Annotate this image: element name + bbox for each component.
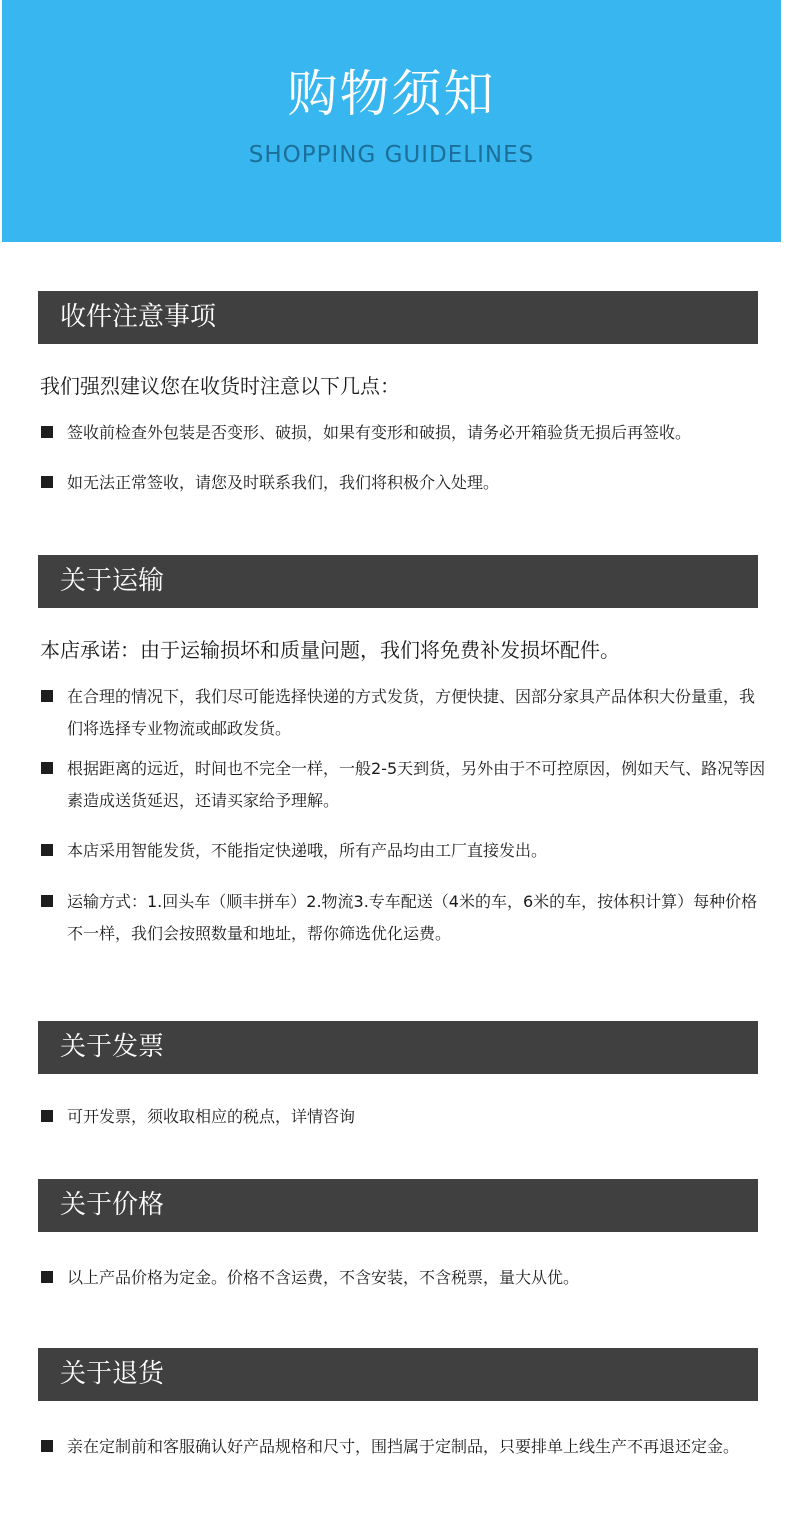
bullet-square-icon: [41, 895, 53, 907]
list-item-text: 亲在定制前和客服确认好产品规格和尺寸，围挡属于定制品，只要排单上线生产不再退还定金。: [67, 1437, 740, 1456]
section-lead: 本店承诺：由于运输损坏和质量问题，我们将免费补发损坏配件。: [40, 638, 620, 662]
section-title: 关于退货: [60, 1359, 165, 1389]
section-header-receiving: [38, 291, 758, 344]
page-title: 购物须知: [287, 65, 496, 123]
section-title: 关于价格: [60, 1190, 165, 1220]
bullet-square-icon: [41, 844, 53, 856]
list-item-text: 本店采用智能发货，不能指定快递哦，所有产品均由工厂直接发出。: [67, 841, 548, 860]
section-lead: 我们强烈建议您在收货时注意以下几点：: [40, 374, 400, 398]
bullet-square-icon: [41, 1110, 53, 1122]
bullet-square-icon: [41, 1271, 53, 1283]
section-header-shipping: [38, 555, 758, 608]
header-banner: [2, 0, 781, 242]
section-header-price: [38, 1179, 758, 1232]
section-title: 关于运输: [60, 566, 165, 596]
list-item-text: 以上产品价格为定金。价格不含运费，不含安装，不含税票，量大从优。: [67, 1268, 580, 1287]
list-item-text: 签收前检查外包装是否变形、破损，如果有变形和破损，请务必开箱验货无损后再签收。: [67, 423, 692, 442]
list-item-text: 在合理的情况下，我们尽可能选择快递的方式发货，方便快捷、因部分家具产品体积大份量重，我们将选择专业物流或邮政发货。: [67, 687, 756, 738]
section-header-returns: [38, 1348, 758, 1401]
list-item-text: 运输方式：1.回头车（顺丰拼车）2.物流3.专车配送（4米的车，6米的车，按体积计算）每种价格不一样，我们会按照数量和地址，帮你筛选优化运费。: [67, 892, 758, 943]
bullet-square-icon: [41, 762, 53, 774]
section-header-invoice: [38, 1021, 758, 1074]
page-subtitle: SHOPPING GUIDELINES: [248, 142, 535, 168]
list-item-text: 可开发票，须收取相应的税点，详情咨询: [67, 1107, 356, 1126]
bullet-square-icon: [41, 690, 53, 702]
bullet-square-icon: [41, 426, 53, 438]
bullet-square-icon: [41, 476, 53, 488]
list-item-text: 如无法正常签收，请您及时联系我们，我们将积极介入处理。: [67, 473, 500, 492]
bullet-square-icon: [41, 1440, 53, 1452]
list-item-text: 根据距离的远近，时间也不完全一样，一般2-5天到货，另外由于不可控原因，例如天气、路况等因素造成送货延迟，还请买家给予理解。: [67, 759, 766, 810]
section-title: 收件注意事项: [60, 302, 217, 332]
section-title: 关于发票: [60, 1032, 165, 1062]
